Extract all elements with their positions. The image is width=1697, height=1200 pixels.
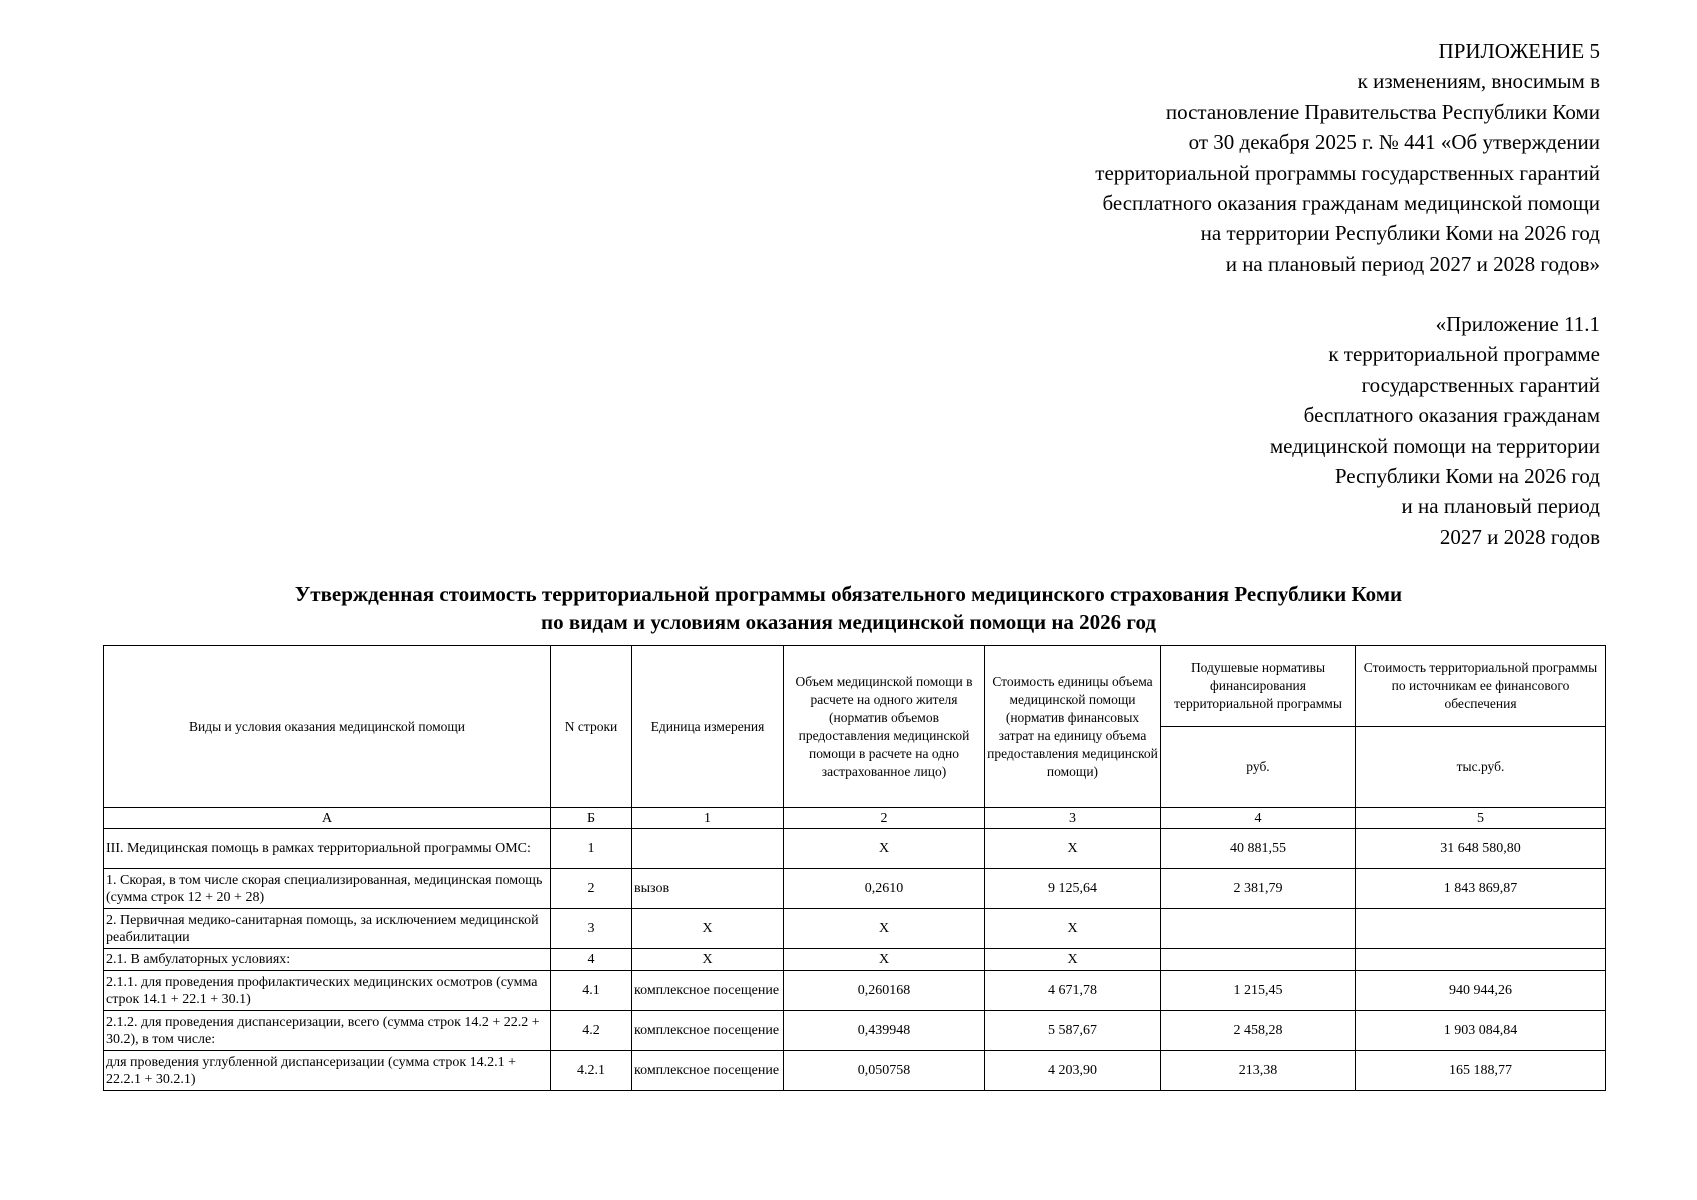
table-row bbox=[104, 971, 1606, 1011]
appendix-11-1-line: медицинской помощи на территории bbox=[1269, 433, 1600, 458]
appendix-11-1-line: к территориальной программе bbox=[1328, 342, 1600, 367]
header-col-2: Объем медицинской помощи в расчете на одного жителя (норматив объемов предоставления медицинской помощи в расчете на одно застрахованное лицо) bbox=[784, 646, 985, 808]
appendix-11-1-line: бесплатного оказания гражданам bbox=[1303, 403, 1600, 428]
row-line-number: 4 bbox=[551, 949, 632, 971]
row-total bbox=[1356, 909, 1606, 949]
appendix-11-1-line: «Приложение 11.1 bbox=[1435, 312, 1600, 336]
appendix-11-1-line: и на плановый период bbox=[1401, 494, 1600, 519]
row-unit-cost: 4 203,90 bbox=[985, 1051, 1161, 1091]
row-per-capita bbox=[1161, 949, 1356, 971]
row-name: 2.1.1. для проведения профилактических медицинских осмотров (сумма строк 14.1 + 22.1 + 30.1) bbox=[104, 971, 551, 1011]
row-volume: X bbox=[784, 829, 985, 869]
header-unit-4: руб. bbox=[1161, 727, 1356, 808]
row-per-capita: 2 458,28 bbox=[1161, 1011, 1356, 1051]
appendix-5-header bbox=[1095, 36, 1600, 279]
appendix-5-line: ПРИЛОЖЕНИЕ 5 bbox=[1438, 39, 1600, 63]
row-per-capita bbox=[1161, 909, 1356, 949]
row-unit: комплексное посещение bbox=[632, 1011, 784, 1051]
index-cell: 1 bbox=[632, 808, 784, 829]
row-per-capita: 213,38 bbox=[1161, 1051, 1356, 1091]
row-per-capita: 1 215,45 bbox=[1161, 971, 1356, 1011]
row-name: 2.1. В амбулаторных условиях: bbox=[104, 949, 551, 971]
appendix-5-line: к изменениям, вносимым в bbox=[1357, 69, 1600, 94]
row-total: 1 903 084,84 bbox=[1356, 1011, 1606, 1051]
document-title-line-1: Утвержденная стоимость территориальной программы обязательного медицинского страхования Республики Коми bbox=[294, 582, 1403, 606]
appendix-5-line: территориальной программы государственных гарантий bbox=[1095, 160, 1600, 185]
table-row bbox=[104, 869, 1606, 909]
row-total bbox=[1356, 949, 1606, 971]
row-line-number: 4.1 bbox=[551, 971, 632, 1011]
header-col-5: Стоимость территориальной программы по источникам ее финансового обеспечения bbox=[1356, 646, 1606, 727]
row-unit: X bbox=[632, 909, 784, 949]
row-per-capita: 2 381,79 bbox=[1161, 869, 1356, 909]
row-name: 2. Первичная медико-санитарная помощь, за исключением медицинской реабилитации bbox=[104, 909, 551, 949]
row-total: 940 944,26 bbox=[1356, 971, 1606, 1011]
row-name: III. Медицинская помощь в рамках территориальной программы ОМС: bbox=[104, 829, 551, 869]
appendix-11-1-line: Республики Коми на 2026 год bbox=[1334, 464, 1600, 489]
row-volume: 0,050758 bbox=[784, 1051, 985, 1091]
row-line-number: 3 bbox=[551, 909, 632, 949]
row-per-capita: 40 881,55 bbox=[1161, 829, 1356, 869]
table-row bbox=[104, 829, 1606, 869]
appendix-5-line: и на плановый период 2027 и 2028 годов» bbox=[1225, 251, 1600, 276]
row-volume: 0,2610 bbox=[784, 869, 985, 909]
index-cell: 3 bbox=[985, 808, 1161, 829]
header-col-a: Виды и условия оказания медицинской помощи bbox=[104, 646, 551, 808]
row-total: 31 648 580,80 bbox=[1356, 829, 1606, 869]
index-cell: А bbox=[104, 808, 551, 829]
row-volume: 0,260168 bbox=[784, 971, 985, 1011]
row-volume: X bbox=[784, 949, 985, 971]
table-row bbox=[104, 949, 1606, 971]
header-col-3: Стоимость единицы объема медицинской помощи (норматив финансовых затрат на единицу объема предоставления медицинской помощи) bbox=[985, 646, 1161, 808]
row-unit-cost: X bbox=[985, 829, 1161, 869]
row-unit-cost: 4 671,78 bbox=[985, 971, 1161, 1011]
appendix-5-line: на территории Республики Коми на 2026 год bbox=[1200, 221, 1600, 246]
header-col-b: N строки bbox=[551, 646, 632, 808]
row-total: 165 188,77 bbox=[1356, 1051, 1606, 1091]
table-row bbox=[104, 1051, 1606, 1091]
header-unit-5: тыс.руб. bbox=[1356, 727, 1606, 808]
appendix-5-line: постановление Правительства Республики Коми bbox=[1165, 99, 1600, 124]
row-line-number: 4.2.1 bbox=[551, 1051, 632, 1091]
row-name: 2.1.2. для проведения диспансеризации, всего (сумма строк 14.2 + 22.2 + 30.2), в том числе: bbox=[104, 1011, 551, 1051]
row-unit-cost: 5 587,67 bbox=[985, 1011, 1161, 1051]
appendix-11-1-line: государственных гарантий bbox=[1361, 372, 1600, 397]
row-total: 1 843 869,87 bbox=[1356, 869, 1606, 909]
appendix-11-1-header bbox=[1270, 309, 1600, 552]
row-line-number: 4.2 bbox=[551, 1011, 632, 1051]
column-index-row bbox=[104, 808, 1606, 829]
row-unit bbox=[632, 829, 784, 869]
row-volume: 0,439948 bbox=[784, 1011, 985, 1051]
appendix-11-1-line: 2027 и 2028 годов bbox=[1439, 524, 1600, 549]
row-unit-cost: X bbox=[985, 909, 1161, 949]
row-name: 1. Скорая, в том числе скорая специализированная, медицинская помощь (сумма строк 12 + 20 + 28) bbox=[104, 869, 551, 909]
row-unit: X bbox=[632, 949, 784, 971]
row-unit-cost: 9 125,64 bbox=[985, 869, 1161, 909]
table-row bbox=[104, 909, 1606, 949]
table-row bbox=[104, 1011, 1606, 1051]
header-col-1: Единица измерения bbox=[632, 646, 784, 808]
cost-table bbox=[103, 645, 1606, 1091]
document-title-line-2: по видам и условиям оказания медицинской помощи на 2026 год bbox=[541, 610, 1156, 634]
row-line-number: 1 bbox=[551, 829, 632, 869]
index-cell: 5 bbox=[1356, 808, 1606, 829]
document-title bbox=[0, 580, 1697, 636]
index-cell: Б bbox=[551, 808, 632, 829]
row-unit: комплексное посещение bbox=[632, 971, 784, 1011]
index-cell: 2 bbox=[784, 808, 985, 829]
index-cell: 4 bbox=[1161, 808, 1356, 829]
row-unit: вызов bbox=[632, 869, 784, 909]
row-unit-cost: X bbox=[985, 949, 1161, 971]
appendix-5-line: бесплатного оказания гражданам медицинской помощи bbox=[1102, 191, 1600, 216]
row-name: для проведения углубленной диспансеризации (сумма строк 14.2.1 + 22.2.1 + 30.2.1) bbox=[104, 1051, 551, 1091]
header-col-4: Подушевые нормативы финансирования территориальной программы bbox=[1161, 646, 1356, 727]
row-unit: комплексное посещение bbox=[632, 1051, 784, 1091]
row-volume: X bbox=[784, 909, 985, 949]
appendix-5-line: от 30 декабря 2025 г. № 441 «Об утверждении bbox=[1188, 130, 1600, 155]
row-line-number: 2 bbox=[551, 869, 632, 909]
